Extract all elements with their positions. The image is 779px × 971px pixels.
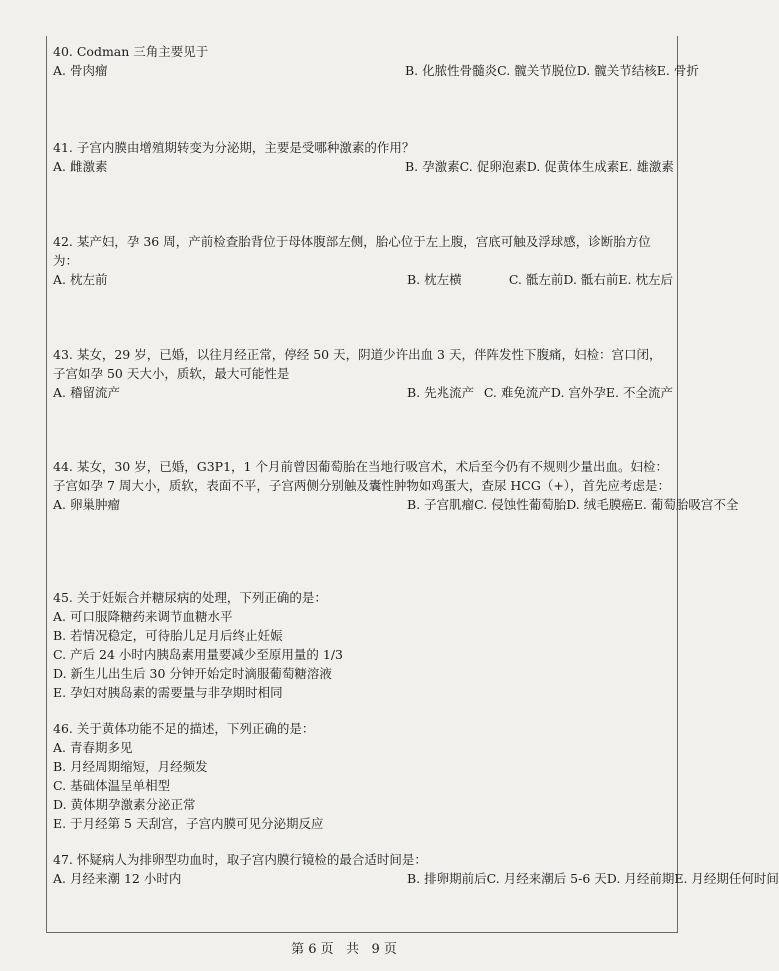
option-d: D. 骶右前 — [563, 272, 619, 287]
options-grid — [53, 61, 699, 80]
options-grid — [53, 869, 779, 888]
option-c: C. 侵蚀性葡萄胎 — [474, 497, 567, 512]
options-list — [53, 738, 673, 833]
options-grid — [53, 270, 673, 289]
option-e: E. 孕妇对胰岛素的需要量与非孕期时相同 — [53, 685, 283, 700]
question-44 — [53, 457, 739, 514]
options-grid — [53, 157, 673, 176]
option-b: B. 先兆流产 — [407, 385, 475, 400]
question-stem: 46. 关于黄体功能不足的描述，下列正确的是： — [53, 721, 315, 736]
option-d: D. 黄体期孕激素分泌正常 — [53, 797, 196, 812]
option-b: B. 排卵期前后 — [407, 871, 487, 886]
option-e: E. 骨折 — [656, 63, 699, 78]
option-a: A. 稽留流产 — [53, 385, 120, 400]
option-c: C. 髋关节脱位 — [497, 63, 577, 78]
option-d: D. 髋关节结核 — [576, 63, 657, 78]
option-d: D. 绒毛膜癌 — [566, 497, 634, 512]
option-d: D. 促黄体生成素 — [526, 159, 620, 174]
option-a: A. 骨肉瘤 — [53, 63, 108, 78]
question-41 — [53, 138, 673, 176]
option-a: A. 卵巢肿瘤 — [53, 497, 120, 512]
option-a: A. 月经来潮 12 小时内 — [53, 871, 182, 886]
question-40 — [53, 42, 699, 80]
question-stem: 47. 怀疑病人为排卵型功血时，取子宫内膜行镜检的最合适时间是： — [53, 852, 427, 867]
question-stem: 43. 某女，29 岁，已婚，以往月经正常，停经 50 天，阴道少许出血 3 天，伴阵发性下腹痛，妇检：宫口闭，子宫如孕 50 天大小，质软，最大可能性是 — [53, 347, 662, 381]
question-stem: 42. 某产妇，孕 36 周，产前检查胎背位于母体腹部左侧，胎心位于左上腹，宫底可触及浮球感，诊断胎方位为： — [53, 234, 651, 268]
option-b: B. 子宫肌瘤 — [407, 497, 475, 512]
option-d: D. 新生儿出生后 30 分钟开始定时滴服葡萄糖溶液 — [53, 666, 332, 681]
option-b: B. 若情况稳定，可待胎儿足月后终止妊娠 — [53, 628, 283, 643]
option-a: A. 青春期多见 — [53, 740, 133, 755]
options-list — [53, 607, 673, 702]
option-c: C. 骶左前 — [508, 272, 564, 287]
option-a: A. 雌激素 — [53, 159, 108, 174]
option-b: B. 月经周期缩短，月经频发 — [53, 759, 208, 774]
option-e: E. 不全流产 — [605, 385, 673, 400]
option-d: D. 宫外孕 — [550, 385, 606, 400]
question-stem: 41. 子宫内膜由增殖期转变为分泌期，主要是受哪种激素的作用？ — [53, 140, 415, 155]
option-c: C. 难免流产 — [483, 385, 551, 400]
question-47 — [53, 850, 779, 888]
page-number: 第 6 页 共 9 页 — [291, 942, 397, 957]
option-e: E. 月经期任何时间 — [674, 871, 779, 886]
question-stem: 44. 某女，30 岁，已婚，G3P1，1 个月前曾因葡萄胎在当地行吸宫术，术后至今仍有不规则少量出血。妇检：子宫如孕 7 周大小，质软，表面不平，子宫两侧分别触及囊性肿物如鸡蛋大，查尿 HCG（+），首先应考虑是： — [53, 459, 671, 493]
options-grid — [53, 383, 673, 402]
option-e: E. 枕左后 — [618, 272, 673, 287]
option-a: A. 枕左前 — [53, 272, 108, 287]
option-c: C. 基础体温呈单相型 — [53, 778, 171, 793]
option-e: E. 雄激素 — [619, 159, 674, 174]
option-c: C. 促卵泡素 — [459, 159, 527, 174]
option-b: B. 化脓性骨髓炎 — [405, 63, 498, 78]
question-stem: 45. 关于妊娠合并糖尿病的处理，下列正确的是： — [53, 590, 327, 605]
option-e: E. 于月经第 5 天刮宫，子宫内膜可见分泌期反应 — [53, 816, 324, 831]
option-c: C. 产后 24 小时内胰岛素用量要减少至原用量的 1/3 — [53, 647, 344, 662]
question-43 — [53, 345, 673, 402]
question-45 — [53, 588, 673, 702]
option-a: A. 可口服降糖药来调节血糖水平 — [53, 609, 233, 624]
question-46 — [53, 719, 673, 833]
option-b: B. 枕左横 — [407, 272, 462, 287]
option-b: B. 孕激素 — [405, 159, 460, 174]
options-grid — [53, 495, 739, 514]
option-d: D. 月经前期 — [606, 871, 675, 886]
option-c: C. 月经来潮后 5-6 天 — [486, 871, 607, 886]
question-42 — [53, 232, 673, 289]
question-stem: 40. Codman 三角主要见于 — [53, 44, 209, 59]
option-e: E. 葡萄胎吸宫不全 — [633, 497, 739, 512]
